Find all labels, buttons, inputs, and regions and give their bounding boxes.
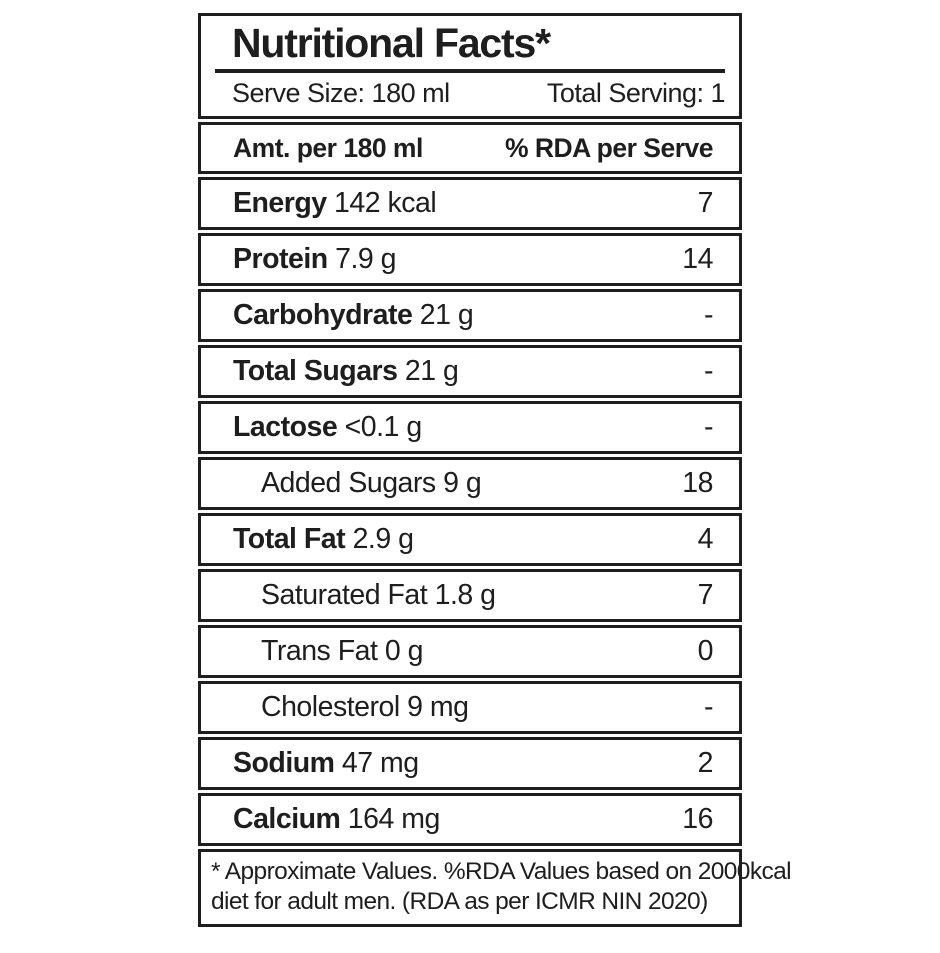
nutrient-row xyxy=(198,793,742,846)
nutrient-label xyxy=(261,579,496,612)
rda-value: - xyxy=(704,299,713,332)
nutrient-name: Total Sugars xyxy=(233,355,398,388)
nutrient-name: Saturated Fat xyxy=(261,579,428,612)
footnote-line-1: * Approximate Values. %RDA Values based on 2000kcal xyxy=(211,858,791,886)
rda-column-header: % RDA per Serve xyxy=(504,132,713,163)
nutrient-label xyxy=(261,635,423,668)
nutrient-amount: 7.9 g xyxy=(335,243,396,276)
nutrient-label xyxy=(261,467,481,500)
nutrient-amount: 2.9 g xyxy=(352,523,414,556)
nutrition-label xyxy=(198,13,791,927)
nutrient-amount: 1.8 g xyxy=(434,579,496,612)
nutrient-amount: 47 mg xyxy=(341,747,419,780)
amount-column-header: Amt. per 180 ml xyxy=(233,132,423,163)
nutrient-row xyxy=(198,457,742,510)
nutrient-name: Protein xyxy=(233,243,328,276)
rda-value: 14 xyxy=(682,243,713,276)
nutrient-row xyxy=(198,569,742,622)
nutrient-name: Sodium xyxy=(233,747,335,780)
serving-info xyxy=(215,77,725,109)
nutrient-name: Trans Fat xyxy=(261,635,378,668)
nutrient-label xyxy=(233,523,413,556)
rda-value: 0 xyxy=(697,635,713,668)
serve-size-text: Serve Size: 180 ml xyxy=(232,77,450,108)
nutrient-amount: 142 kcal xyxy=(334,187,437,220)
nutrient-name: Added Sugars xyxy=(261,467,436,500)
nutrient-row xyxy=(198,401,742,454)
rda-value: 16 xyxy=(682,803,713,836)
nutrient-row xyxy=(198,625,742,678)
nutrient-amount: 9 mg xyxy=(407,691,469,724)
rda-value: 18 xyxy=(682,467,713,500)
nutrient-label xyxy=(233,299,473,332)
nutrient-amount: 164 mg xyxy=(347,803,440,836)
nutrient-row xyxy=(198,681,742,734)
nutrient-label xyxy=(261,691,468,724)
nutrient-name: Cholesterol xyxy=(261,691,400,724)
nutrient-row xyxy=(198,737,742,790)
rda-value: 7 xyxy=(697,579,713,612)
nutrient-label xyxy=(233,747,419,780)
nutrient-name: Lactose xyxy=(233,411,338,444)
nutrient-amount: 21 g xyxy=(404,355,459,388)
nutrient-label xyxy=(233,243,396,276)
nutrient-label xyxy=(233,411,422,444)
title-underline xyxy=(215,69,725,73)
nutrient-amount: 0 g xyxy=(384,635,423,668)
nutrient-name: Calcium xyxy=(233,803,341,836)
footnote xyxy=(198,849,791,927)
nutrient-name: Carbohydrate xyxy=(233,299,413,332)
nutrient-label xyxy=(233,355,458,388)
rda-value: - xyxy=(704,355,713,388)
nutrient-name: Total Fat xyxy=(233,523,346,556)
label-header xyxy=(198,13,742,119)
rda-value: - xyxy=(704,411,713,444)
nutrient-amount: 21 g xyxy=(419,299,474,332)
nutrient-row xyxy=(198,289,742,342)
footnote-line-2: diet for adult men. (RDA as per ICMR NIN 2020) xyxy=(211,888,708,916)
nutrient-row xyxy=(198,177,742,230)
rda-value: 7 xyxy=(697,187,713,220)
nutrient-amount: 9 g xyxy=(443,467,482,500)
rda-value: - xyxy=(704,691,713,724)
nutrient-row xyxy=(198,513,742,566)
nutrient-rows xyxy=(198,177,742,846)
nutrient-name: Energy xyxy=(233,187,327,220)
nutrient-label xyxy=(233,187,436,220)
rda-value: 2 xyxy=(697,747,713,780)
label-title: Nutritional Facts* xyxy=(232,20,550,66)
nutrient-row xyxy=(198,233,742,286)
nutrient-label xyxy=(233,803,440,836)
rda-value: 4 xyxy=(697,523,713,556)
nutrient-row xyxy=(198,345,742,398)
column-headers xyxy=(198,122,742,174)
total-serving-text: Total Serving: 1 xyxy=(546,77,725,108)
nutrient-amount: <0.1 g xyxy=(344,411,422,444)
